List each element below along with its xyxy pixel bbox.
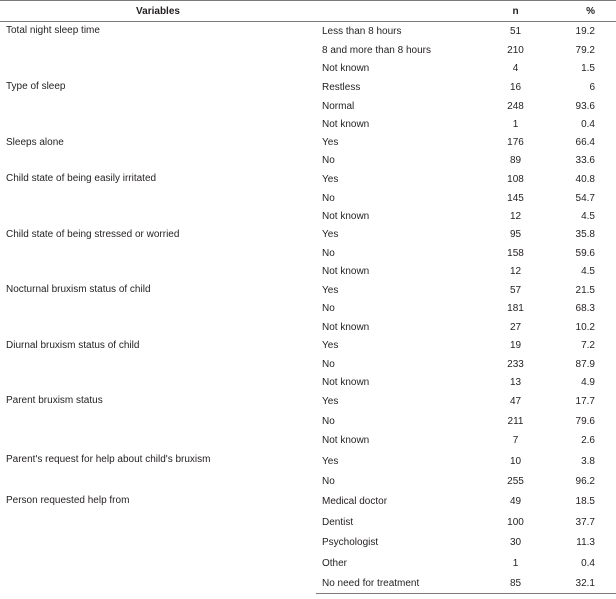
category-cell: Yes — [322, 455, 339, 467]
table-row — [0, 451, 616, 472]
percent-cell: 0.4 — [581, 557, 595, 569]
table-header — [0, 1, 616, 22]
percent-cell: 37.7 — [575, 516, 595, 528]
percent-cell: 40.8 — [575, 173, 595, 185]
category-cell: No — [322, 476, 335, 487]
table-row — [0, 281, 616, 300]
category-cell: Psychologist — [322, 537, 379, 548]
category-cell: Yes — [322, 284, 339, 296]
percent-cell: 79.6 — [575, 415, 595, 427]
percent-cell: 6 — [589, 81, 595, 93]
variable-cell: Sleeps alone — [6, 136, 64, 148]
category-cell: Not known — [322, 377, 370, 388]
category-cell: No — [322, 247, 335, 259]
category-cell: No need for treatment — [316, 574, 468, 594]
n-cell: 85 — [468, 574, 563, 594]
percent-cell: 2.6 — [581, 435, 595, 446]
n-cell: 100 — [507, 516, 524, 528]
category-cell: No — [322, 358, 335, 370]
table-row — [0, 392, 616, 412]
table-body — [0, 22, 616, 594]
n-cell: 10 — [509, 455, 522, 467]
category-cell: Yes — [322, 173, 339, 185]
header-n: n — [468, 1, 563, 22]
n-cell: 158 — [507, 247, 524, 259]
category-cell: Not known — [322, 266, 370, 277]
n-cell: 89 — [509, 155, 522, 166]
category-cell: Medical doctor — [322, 496, 388, 507]
category-cell: Other — [322, 557, 348, 569]
variable-cell: Diurnal bruxism status of child — [6, 339, 140, 351]
n-cell: 1 — [512, 119, 519, 130]
percent-cell: 19.2 — [575, 25, 595, 37]
table-row — [0, 78, 616, 97]
n-cell: 176 — [507, 137, 524, 148]
n-cell: 145 — [507, 192, 524, 204]
variable-cell: Child state of being stressed or worried — [6, 228, 180, 240]
category-cell: Yes — [322, 396, 339, 407]
category-cell: Less than 8 hours — [322, 25, 402, 37]
n-cell: 181 — [507, 303, 524, 314]
category-cell: No — [322, 303, 335, 314]
percent-cell: 87.9 — [575, 358, 595, 370]
n-cell: 57 — [509, 284, 522, 296]
n-cell: 248 — [507, 100, 524, 112]
variable-cell: Parent bruxism status — [6, 394, 103, 406]
n-cell: 13 — [509, 377, 522, 388]
header-percent: % — [563, 1, 616, 22]
percent-cell: 7.2 — [581, 340, 595, 351]
n-cell: 7 — [512, 435, 519, 446]
table-row — [0, 337, 616, 355]
category-cell: Dentist — [322, 516, 354, 528]
variable-cell: Parent's request for help about child's bruxism — [6, 453, 211, 465]
n-cell: 255 — [507, 476, 524, 487]
category-cell: Not known — [322, 63, 370, 74]
category-cell: Yes — [322, 229, 339, 240]
n-cell: 210 — [507, 44, 524, 56]
n-cell: 19 — [509, 340, 522, 351]
percent-cell: 54.7 — [575, 192, 595, 204]
percent-cell: 11.3 — [576, 537, 595, 548]
n-cell: 27 — [509, 321, 522, 333]
percent-cell: 66.4 — [575, 137, 595, 148]
table-row — [0, 22, 616, 41]
n-cell: 16 — [509, 81, 522, 93]
category-cell: No — [322, 155, 335, 166]
n-cell: 1 — [512, 557, 519, 569]
percent-cell: 33.6 — [575, 155, 595, 166]
n-cell: 51 — [509, 25, 522, 37]
n-cell: 12 — [509, 266, 522, 277]
n-cell: 30 — [509, 537, 522, 548]
category-cell: 8 and more than 8 hours — [322, 44, 431, 56]
percent-cell: 79.2 — [575, 44, 595, 56]
table-row — [0, 170, 616, 189]
variable-cell: Total night sleep time — [6, 25, 100, 36]
percent-cell: 4.5 — [581, 211, 595, 222]
category-cell: Not known — [322, 321, 370, 333]
n-cell: 233 — [507, 358, 524, 370]
percent-cell: 21.5 — [575, 284, 595, 296]
percent-cell: 68.3 — [575, 303, 595, 314]
header-variables: Variables — [0, 1, 316, 22]
category-cell: Not known — [322, 211, 370, 222]
table-row — [0, 226, 616, 244]
category-cell: Not known — [322, 119, 370, 130]
percent-cell: 4.9 — [581, 377, 595, 388]
percent-cell: 17.7 — [575, 396, 595, 407]
percent-cell: 18.5 — [575, 496, 595, 507]
percent-cell: 0.4 — [581, 119, 595, 130]
percent-cell: 32.1 — [563, 574, 616, 594]
percent-cell: 35.8 — [575, 229, 595, 240]
n-cell: 49 — [509, 496, 522, 507]
n-cell: 95 — [509, 229, 522, 240]
category-cell: Restless — [322, 81, 361, 93]
variable-cell: Child state of being easily irritated — [6, 172, 157, 184]
variable-cell: Type of sleep — [6, 80, 66, 92]
header-row — [0, 1, 616, 22]
category-cell: Normal — [322, 100, 355, 112]
category-cell: Yes — [322, 340, 339, 351]
percent-cell: 3.8 — [581, 455, 595, 467]
n-cell: 4 — [512, 63, 519, 74]
category-cell: No — [322, 192, 335, 204]
table-row — [0, 492, 616, 512]
variable-cell: Person requested help from — [6, 494, 130, 506]
header-category — [316, 1, 468, 22]
category-cell: Not known — [322, 435, 370, 446]
category-cell: Yes — [322, 137, 339, 148]
percent-cell: 59.6 — [575, 247, 595, 259]
category-cell: No — [322, 415, 335, 427]
percent-cell: 4.5 — [581, 266, 595, 277]
percent-cell: 96.2 — [575, 476, 595, 487]
n-cell: 12 — [509, 211, 522, 222]
table-row — [0, 134, 616, 152]
percent-cell: 93.6 — [575, 100, 595, 112]
n-cell: 108 — [507, 173, 524, 185]
n-cell: 211 — [507, 415, 524, 427]
percent-cell: 10.2 — [575, 321, 595, 333]
variable-cell: Nocturnal bruxism status of child — [6, 283, 151, 295]
percent-cell: 1.5 — [581, 63, 595, 74]
n-cell: 47 — [509, 396, 522, 407]
